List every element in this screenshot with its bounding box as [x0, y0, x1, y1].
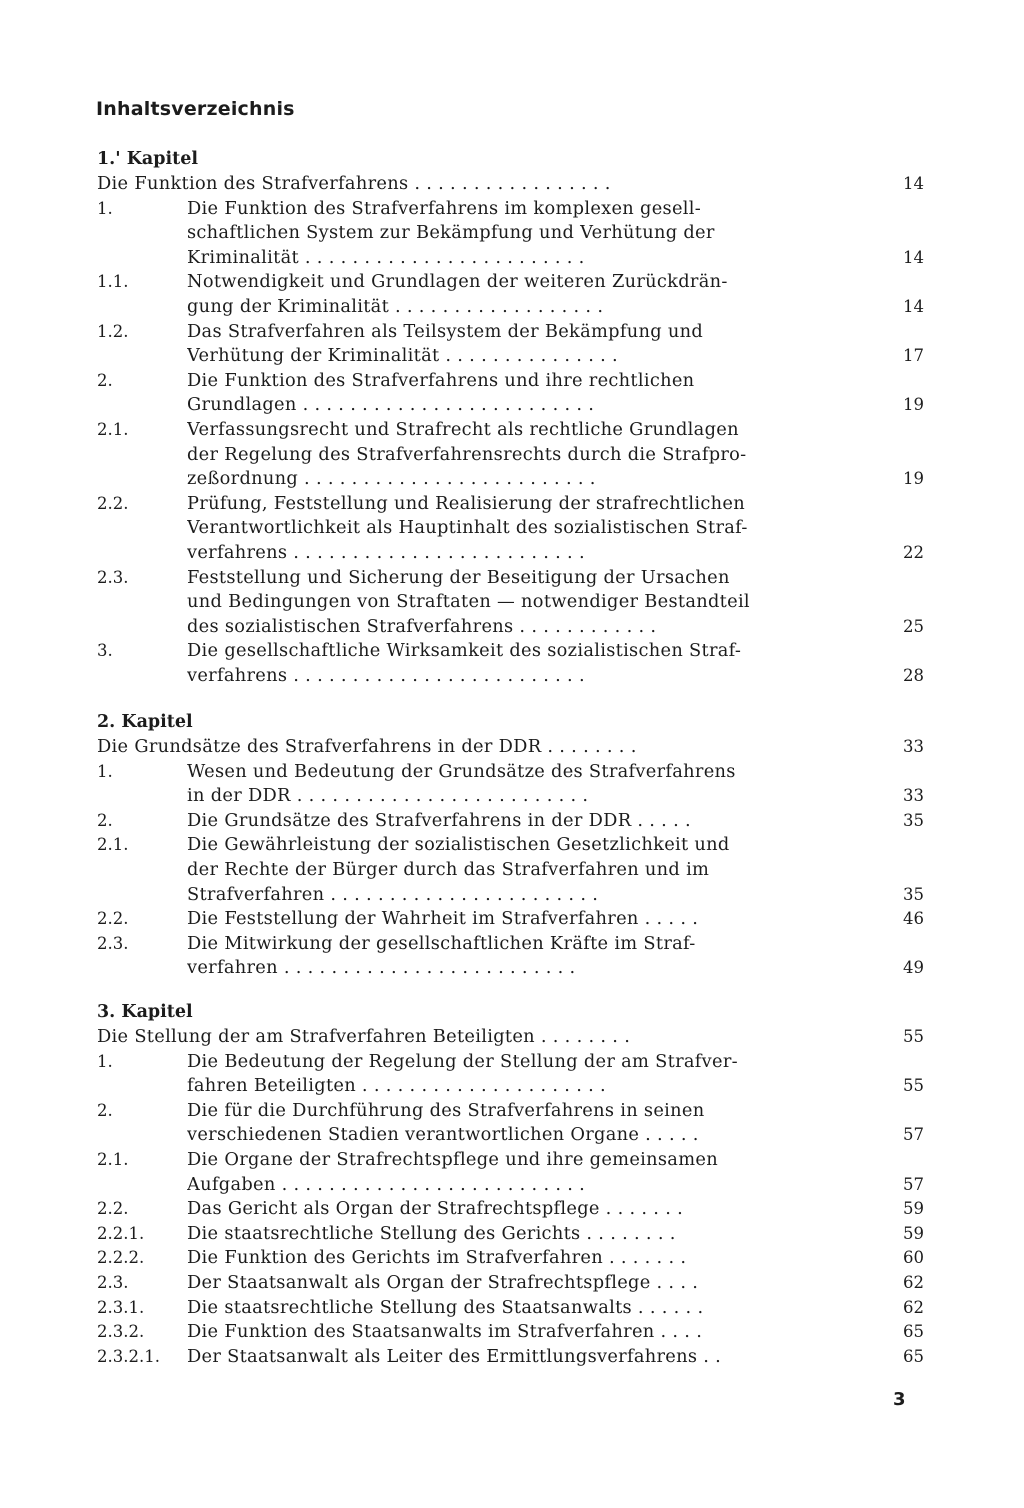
entry-title: Verantwortlichkeit als Hauptinhalt des sozialistischen Straf- [187, 517, 748, 539]
toc-entry-row [97, 1296, 924, 1321]
toc-entry-row [97, 784, 924, 809]
chapter-2 [97, 709, 924, 981]
page-ref: 59 [903, 1199, 924, 1219]
section-number: 2.3.1. [97, 1297, 145, 1317]
page-ref: 49 [903, 958, 924, 978]
toc-entry-row [97, 172, 924, 197]
section-number: 2.1. [97, 419, 129, 439]
entry-title: Strafverfahren . . . . . . . . . . . . . . . . . . . . . . . [187, 883, 599, 905]
entry-title: Die Funktion des Strafverfahrens . . . . . . . . . . . . . . . . . [97, 173, 611, 194]
toc-entry-row [97, 1345, 924, 1370]
entry-title: Feststellung und Sicherung der Beseitigung der Ursachen [187, 566, 730, 588]
toc-entry-row [97, 858, 924, 883]
section-number: 1. [97, 198, 113, 218]
section-number: 3. [97, 641, 113, 661]
section-number: 2.2. [97, 1199, 129, 1219]
entry-title: Das Gericht als Organ der Strafrechtspflege . . . . . . . [187, 1198, 684, 1220]
section-number: 2. [97, 1100, 113, 1120]
chapter-3 [97, 999, 924, 1369]
toc-entry-row [97, 1050, 924, 1075]
page-ref: 60 [903, 1248, 924, 1268]
toc-entry-row [97, 1320, 924, 1345]
toc-entry-row [97, 197, 924, 222]
page-ref: 22 [903, 542, 924, 562]
entry-title: Die Grundsätze des Strafverfahrens in der DDR . . . . . . . . [97, 736, 637, 757]
entry-title: Die Feststellung der Wahrheit im Strafverfahren . . . . . [187, 908, 699, 930]
section-number: 2.3. [97, 1272, 129, 1292]
section-number: 2. [97, 810, 113, 830]
toc-entry-row [97, 467, 924, 492]
toc-entry-row [97, 320, 924, 345]
entry-title: Aufgaben . . . . . . . . . . . . . . . . . . . . . . . . . . [187, 1173, 586, 1195]
page-ref: 28 [903, 665, 924, 685]
toc-entry-row [97, 1246, 924, 1271]
entry-title: Die Funktion des Gerichts im Strafverfahren . . . . . . . [187, 1247, 687, 1269]
entry-title: verfahren . . . . . . . . . . . . . . . . . . . . . . . . . [187, 957, 576, 979]
entry-title: des sozialistischen Strafverfahrens . . . . . . . . . . . . [187, 615, 657, 637]
entry-title: und Bedingungen von Straftaten — notwendiger Bestandteil [187, 591, 750, 613]
section-number: 1. [97, 761, 113, 781]
toc-entry-row [97, 1271, 924, 1296]
entry-title: Die für die Durchführung des Strafverfahrens in seinen [187, 1099, 705, 1121]
page-ref: 25 [903, 616, 924, 636]
entry-title: verfahrens . . . . . . . . . . . . . . . . . . . . . . . . . [187, 541, 585, 563]
entry-title: in der DDR . . . . . . . . . . . . . . . . . . . . . . . . . [187, 785, 589, 807]
entry-title: fahren Beteiligten . . . . . . . . . . . . . . . . . . . . . [187, 1075, 606, 1097]
entry-title: der Rechte der Bürger durch das Strafverfahren und im [187, 858, 710, 880]
page-ref: 33 [903, 737, 924, 756]
toc-entry-row [97, 883, 924, 908]
toc-entry-row [97, 615, 924, 640]
page-number: 3 [893, 1389, 906, 1410]
page-ref: 59 [903, 1223, 924, 1243]
section-number: 2. [97, 370, 113, 390]
toc-entry-row [97, 956, 924, 981]
toc-entry-row [97, 833, 924, 858]
page-ref: 55 [903, 1027, 924, 1046]
entry-title: Die Grundsätze des Strafverfahrens in der DDR . . . . . [187, 809, 691, 831]
entry-title: verschiedenen Stadien verantwortlichen Organe . . . . . [187, 1124, 699, 1146]
section-number: 2.3. [97, 933, 129, 953]
page-title: Inhaltsverzeichnis [96, 98, 295, 120]
entry-title: Kriminalität . . . . . . . . . . . . . . . . . . . . . . . . [187, 246, 585, 268]
entry-title: der Regelung des Strafverfahrensrechts durch die Strafpro- [187, 443, 747, 465]
page-ref: 35 [903, 810, 924, 830]
toc-entry-row [97, 492, 924, 517]
toc-entry-row [97, 1148, 924, 1173]
section-number: 2.2. [97, 909, 129, 929]
chapter-label: 2. Kapitel [97, 712, 193, 732]
page-ref: 19 [903, 395, 924, 415]
page-ref: 33 [903, 786, 924, 806]
entry-title: Prüfung, Feststellung und Realisierung der strafrechtlichen [187, 492, 745, 514]
toc-entry-row [97, 932, 924, 957]
section-number: 2.3.2. [97, 1322, 145, 1342]
section-number: 2.2. [97, 493, 129, 513]
section-number: 2.2.2. [97, 1248, 145, 1268]
page-ref: 57 [903, 1125, 924, 1145]
toc-entry-row [97, 1123, 924, 1148]
page-ref: 65 [903, 1346, 924, 1366]
entry-title: Wesen und Bedeutung der Grundsätze des Strafverfahrens [187, 760, 736, 782]
chapter-1 [97, 146, 924, 688]
toc-entry-row [97, 639, 924, 664]
section-number: 2.1. [97, 1149, 129, 1169]
toc-entry-row [97, 369, 924, 394]
page-ref: 57 [903, 1174, 924, 1194]
entry-title: schaftlichen System zur Bekämpfung und Verhütung der [187, 222, 715, 244]
entry-title: Die Mitwirkung der gesellschaftlichen Kräfte im Straf- [187, 932, 696, 954]
entry-title: Die Organe der Strafrechtspflege und ihre gemeinsamen [187, 1148, 718, 1170]
toc-entry-row [97, 1099, 924, 1124]
section-number: 1. [97, 1051, 113, 1071]
entry-title: Das Strafverfahren als Teilsystem der Bekämpfung und [187, 320, 704, 342]
entry-title: Notwendigkeit und Grundlagen der weiteren Zurückdrän- [187, 271, 728, 293]
toc-entry-row [97, 590, 924, 615]
entry-title: Die staatsrechtliche Stellung des Staatsanwalts . . . . . . [187, 1296, 704, 1318]
entry-title: Verhütung der Kriminalität . . . . . . . . . . . . . . . [187, 345, 618, 367]
entry-title: Der Staatsanwalt als Leiter des Ermittlungsverfahrens . . [187, 1345, 722, 1367]
entry-title: Die Funktion des Staatsanwalts im Strafverfahren . . . . [187, 1321, 703, 1343]
entry-title: Verfassungsrecht und Strafrecht als rechtliche Grundlagen [187, 418, 739, 440]
toc-entry-row [97, 516, 924, 541]
chapter-label: 3. Kapitel [97, 1002, 193, 1022]
toc-entry-row [97, 443, 924, 468]
section-number: 2.3. [97, 567, 129, 587]
entry-title: gung der Kriminalität . . . . . . . . . . . . . . . . . . [187, 295, 604, 317]
toc-entry-row [97, 221, 924, 246]
toc-entry-row [97, 735, 924, 760]
entry-title: Die Stellung der am Strafverfahren Beteiligten . . . . . . . . [97, 1026, 631, 1047]
section-number: 2.1. [97, 835, 129, 855]
page-ref: 19 [903, 469, 924, 489]
page-ref: 14 [903, 174, 924, 193]
toc-entry-row [97, 1197, 924, 1222]
toc-entry-row [97, 907, 924, 932]
section-number: 1.1. [97, 272, 129, 292]
toc-entry-row [97, 1025, 924, 1050]
section-number: 2.3.2.1. [97, 1346, 160, 1366]
entry-title: Grundlagen . . . . . . . . . . . . . . . . . . . . . . . . . [187, 394, 595, 416]
page-ref: 62 [903, 1272, 924, 1292]
entry-title: zeßordnung . . . . . . . . . . . . . . . . . . . . . . . . . [187, 468, 596, 490]
toc-entry-row [97, 664, 924, 689]
toc-entry-row [97, 809, 924, 834]
page-ref: 55 [903, 1076, 924, 1096]
entry-title: Die Funktion des Strafverfahrens und ihre rechtlichen [187, 369, 695, 391]
toc-entry-row [97, 418, 924, 443]
toc-entry-row [97, 1173, 924, 1198]
entry-title: Die Gewährleistung der sozialistischen Gesetzlichkeit und [187, 834, 730, 856]
entry-title: verfahrens . . . . . . . . . . . . . . . . . . . . . . . . . [187, 664, 585, 686]
entry-title: Der Staatsanwalt als Organ der Strafrechtspflege . . . . [187, 1271, 699, 1293]
section-number: 2.2.1. [97, 1223, 145, 1243]
toc-entry-row [97, 566, 924, 591]
section-number: 1.2. [97, 321, 129, 341]
page-ref: 17 [903, 346, 924, 366]
page-ref: 65 [903, 1322, 924, 1342]
page-ref: 14 [903, 247, 924, 267]
entry-title: Die Bedeutung der Regelung der Stellung der am Strafver- [187, 1050, 738, 1072]
toc-entry-row [97, 1222, 924, 1247]
page-ref: 14 [903, 296, 924, 316]
toc-entry-row [97, 344, 924, 369]
entry-title: Die staatsrechtliche Stellung des Gerichts . . . . . . . . [187, 1222, 676, 1244]
toc-entry-row [97, 246, 924, 271]
entry-title: Die gesellschaftliche Wirksamkeit des sozialistischen Straf- [187, 640, 742, 662]
toc-entry-row [97, 270, 924, 295]
toc-entry-row [97, 760, 924, 785]
entry-title: Die Funktion des Strafverfahrens im komplexen gesell- [187, 197, 702, 219]
page-ref: 46 [903, 909, 924, 929]
toc-entry-row [97, 393, 924, 418]
page-ref: 35 [903, 884, 924, 904]
chapter-label: 1.' Kapitel [97, 149, 199, 169]
toc-entry-row [97, 541, 924, 566]
toc-entry-row [97, 295, 924, 320]
toc-entry-row [97, 1074, 924, 1099]
page-ref: 62 [903, 1297, 924, 1317]
